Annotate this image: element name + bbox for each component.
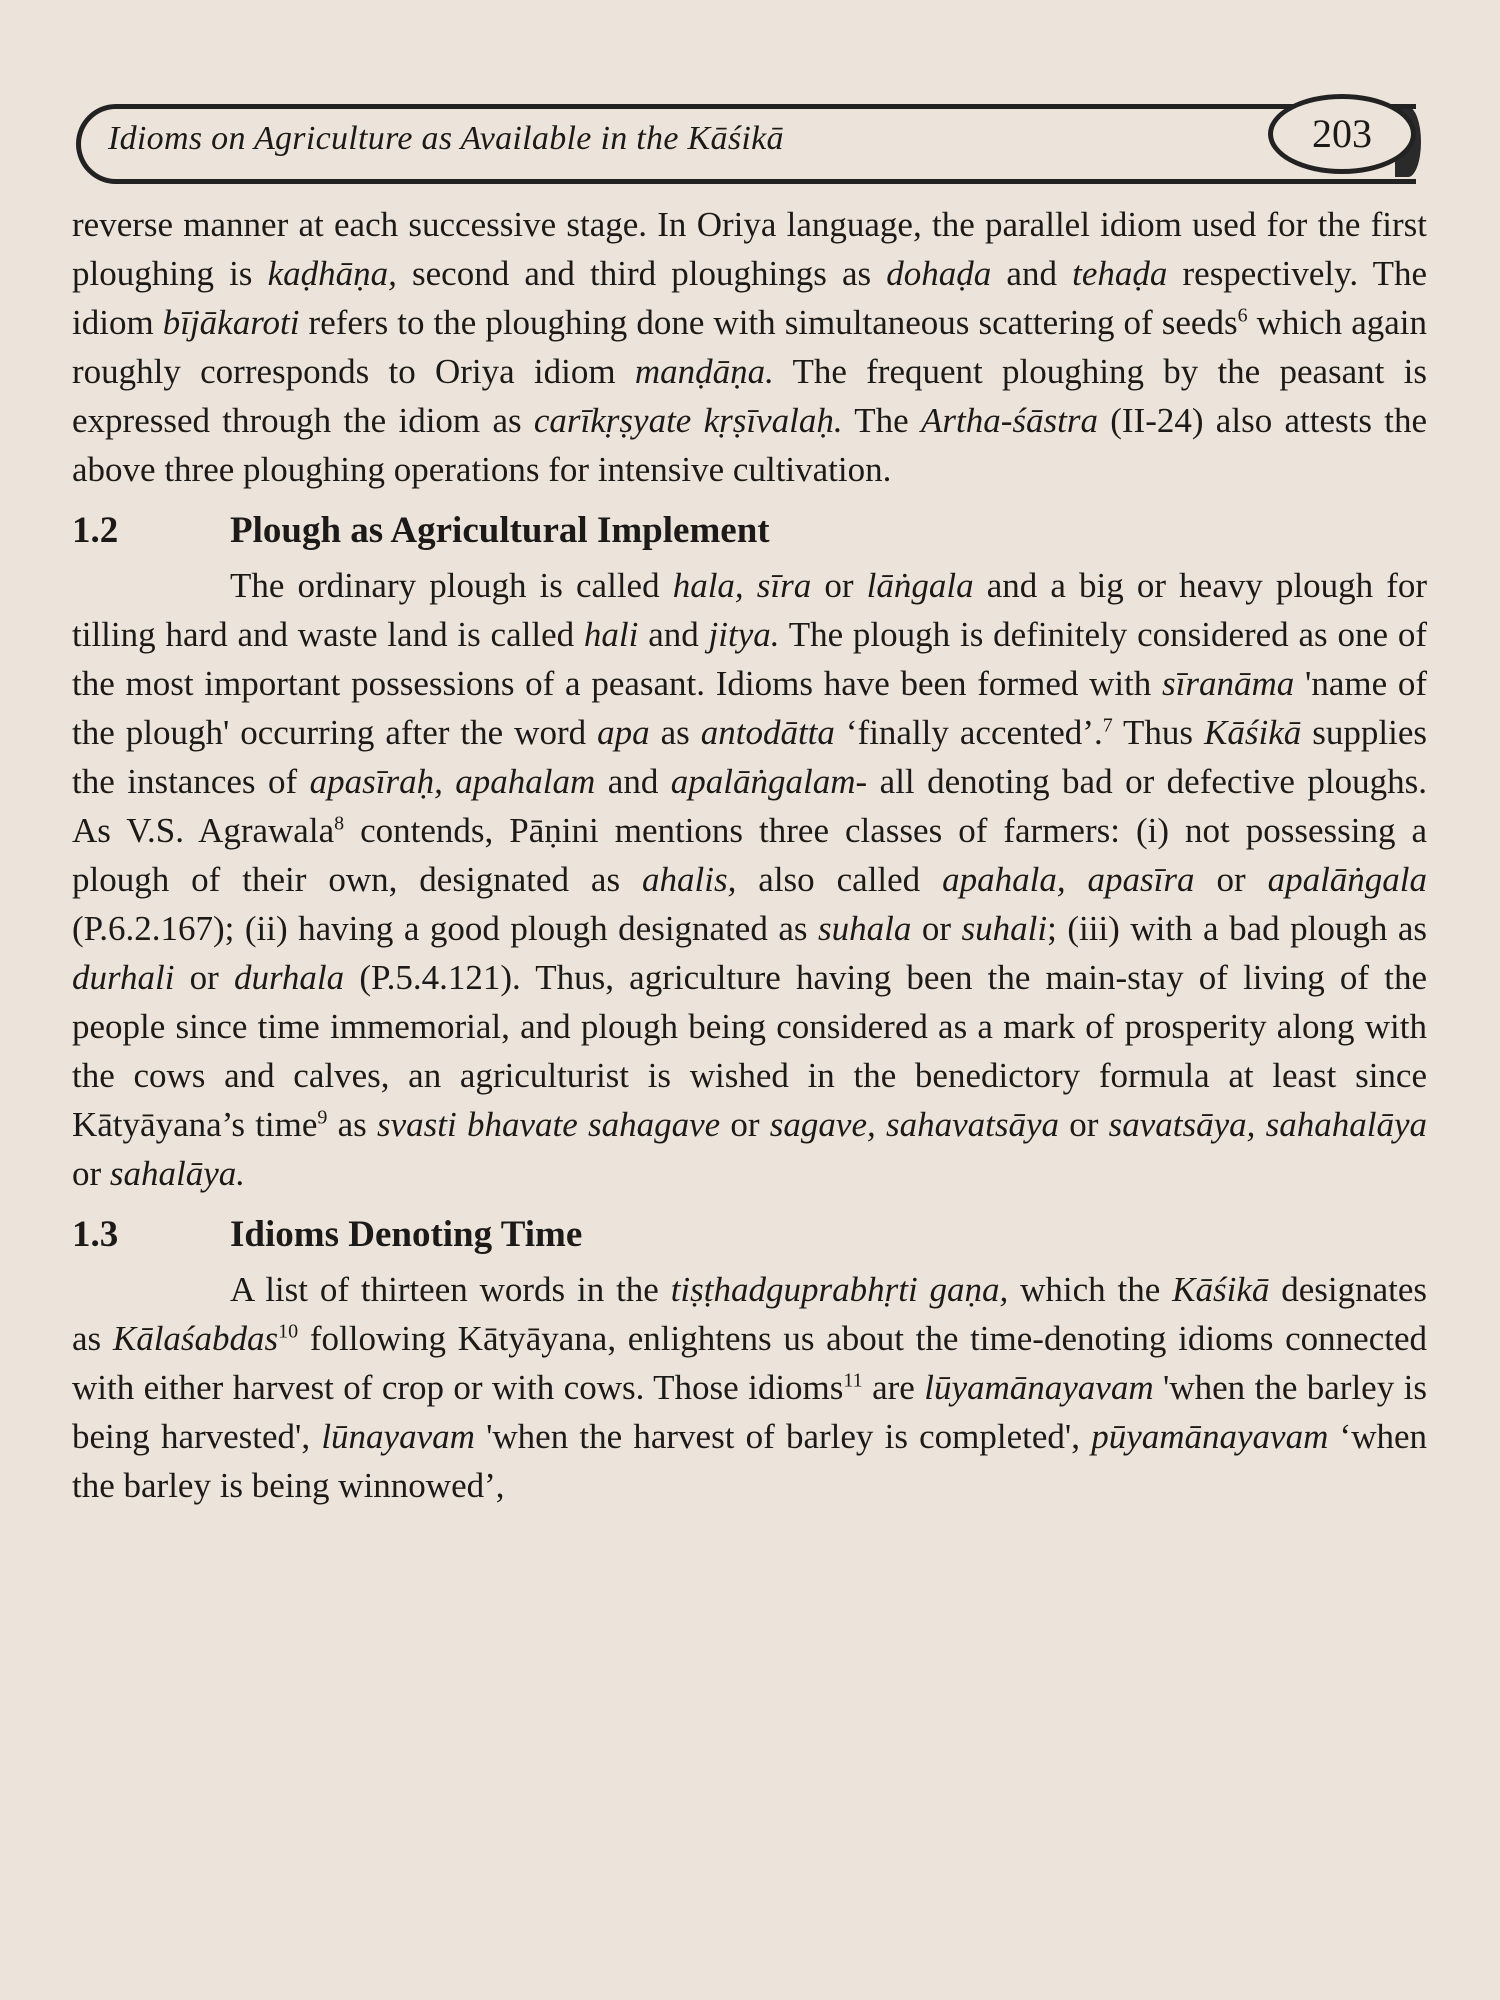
running-header-title: Idioms on Agriculture as Available in the Kāśikā [108,120,784,157]
section-number: 1.2 [72,510,119,551]
paragraph-time-idioms: A list of thirteen words in the tiṣṭhadguprabhṛti gaṇa, which the Kāśikā designates as Kālaśabdas$^{10}$ following Kātyāyana, enlightens us about the time-denoting idioms connected with either harvest of crop or with cows. Those idioms$^{11}$ are lūyamānayavam 'when the barley is being harvested', lūnayavam 'when the harvest of barley is completed', pūyamānayavam ‘when the barley is being winnowed’, [72,1270,1428,1505]
section-heading-1-2 [72,506,1427,555]
footnote-ref-7: 7 [1102,714,1113,737]
section-heading-1-3 [72,1210,1427,1259]
footnote-ref-9: 9 [317,1106,328,1129]
paragraph-ploughing-stages: reverse manner at each successive stage. In Oriya language, the parallel idiom used for the first ploughing is kaḍhāṇa, second and third ploughings as dohaḍa and tehaḍa respectively. The idiom bījākaroti refers to the ploughing done with simultaneous scattering of seeds$^6$ which again roughly corresponds to Oriya idiom manḍāṇa. The frequent ploughing by the peasant is expressed through the idiom as carīkṛṣyate kṛṣīvalaḥ. The Artha-śāstra (II-24) also attests the above three ploughing operations for intensive cultivation. [72,205,1428,489]
footnote-ref-10: 10 [278,1320,299,1343]
section-number: 1.3 [72,1214,119,1255]
section-title: Plough as Agricultural Implement [230,510,770,551]
paragraph-plough-implement: The ordinary plough is called hala, sīra or lāṅgala and a big or heavy plough for tilling hard and waste land is called hali and jitya. The plough is definitely considered as one of the most important possessions of a peasant. Idioms have been formed with sīranāma 'name of the plough' occurring after the word apa as antodātta ‘finally accented’.$^7$ Thus Kāśikā supplies the instances of apasīraḥ, apahalam and apalāṅgalam- all denoting bad or defective ploughs. As V.S. Agrawala$^8$ contends, Pāṇini mentions three classes of farmers: (i) not possessing a plough of their own, designated as ahalis, also called apahala, apasīra or apalāṅgala (P.6.2.167); (ii) having a good plough designated as suhala or suhali; (iii) with a bad plough as durhali or durhala (P.5.4.121). Thus, agriculture having been the main-stay of living of the people since time immemorial, and plough being considered as a mark of prosperity along with the cows and calves, an agriculturist is wished in the benedictory formula at least since Kātyāyana’s time$^9$ as svasti bhavate sahagave or sagave, sahavatsāya or savatsāya, sahahalāya or sahalāya. [72,566,1428,1193]
footnote-ref-11: 11 [843,1369,863,1392]
footnote-ref-6: 6 [1237,304,1248,327]
footnote-ref-8: 8 [334,812,345,835]
section-title: Idioms Denoting Time [230,1214,583,1255]
page-body [72,200,1427,1510]
page-number: 203 [1268,94,1416,174]
